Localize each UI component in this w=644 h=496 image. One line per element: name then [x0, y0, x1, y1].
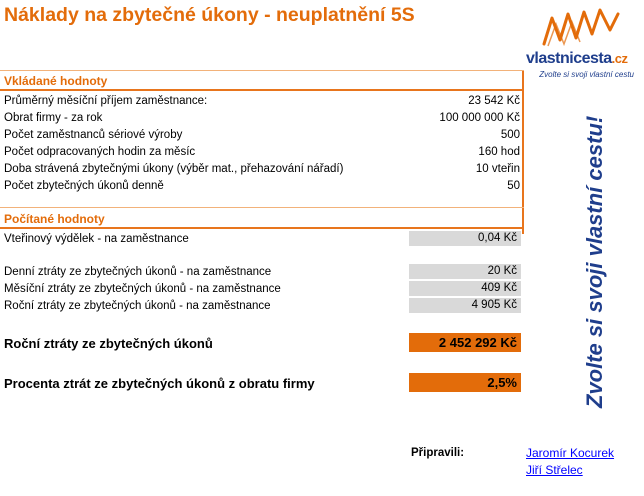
computed-value: 409 Kč [481, 282, 517, 294]
computed-label: Vteřinový výdělek - na zaměstnance [4, 233, 189, 245]
vertical-slogan: Zvolte si svoji vlastní cestu! [582, 115, 607, 408]
vlastnicesta-logo [526, 4, 640, 82]
page-title: Náklady na zbytečné úkony - neuplatnění 5S [4, 4, 415, 26]
computed-value-cell [409, 231, 521, 246]
author-link-strelec[interactable]: Jiří Střelec [526, 463, 583, 477]
percent-turnover-value: 2,5% [487, 375, 517, 390]
computed-label: Roční ztráty ze zbytečných úkonů - na zaměstnance [4, 300, 271, 312]
computed-value-cell [409, 298, 521, 313]
input-label: Obrat firmy - za rok [4, 112, 103, 124]
input-label: Průměrný měsíční příjem zaměstnance: [4, 95, 208, 107]
divider [0, 227, 524, 229]
input-label: Počet zbytečných úkonů denně [4, 180, 164, 192]
input-value[interactable]: 160 hod [478, 146, 520, 158]
computed-value: 0,04 Kč [478, 232, 517, 244]
computed-label: Měsíční ztráty ze zbytečných úkonů - na zaměstnance [4, 283, 281, 295]
input-label: Doba strávená zbytečnými úkony (výběr mat., přehazování nářadí) [4, 163, 344, 175]
logo-brand-text: vlastnicesta [526, 50, 612, 67]
input-label: Počet odpracovaných hodin za měsíc [4, 146, 196, 158]
divider [0, 89, 524, 91]
computed-label: Denní ztráty ze zbytečných úkonů - na zaměstnance [4, 266, 272, 278]
prepared-by-label: Připravili: [411, 447, 465, 459]
inputs-heading: Vkládané hodnoty [4, 74, 108, 88]
computed-heading: Počítané hodnoty [4, 212, 105, 226]
annual-total-cell [409, 333, 521, 352]
input-value[interactable]: 50 [507, 180, 520, 192]
percent-turnover-cell [409, 373, 521, 392]
input-value[interactable]: 23 542 Kč [468, 95, 520, 107]
annual-total-value: 2 452 292 Kč [438, 335, 517, 350]
divider [0, 70, 524, 71]
logo-wordmark [526, 50, 627, 68]
author-link-kocurek[interactable]: Jaromír Kocurek [526, 446, 615, 460]
logo-tld-text: .cz [611, 51, 628, 66]
input-value[interactable]: 500 [500, 129, 520, 141]
table-right-border [522, 70, 524, 234]
computed-value-cell [409, 281, 521, 296]
input-label: Počet zaměstnanců sériové výroby [4, 129, 183, 141]
computed-value: 20 Kč [487, 265, 517, 277]
input-value[interactable]: 10 vteřin [475, 163, 520, 175]
divider [0, 207, 524, 208]
percent-turnover-label: Procenta ztrát ze zbytečných úkonů z obratu firmy [4, 376, 315, 391]
logo-slogan: Zvolte si svoji vlastní cestu [539, 70, 634, 79]
annual-total-label: Roční ztráty ze zbytečných úkonů [4, 336, 213, 351]
computed-value: 4 905 Kč [471, 299, 517, 311]
computed-value-cell [409, 264, 521, 279]
logo-mark-icon [526, 4, 640, 52]
input-value[interactable]: 100 000 000 Kč [439, 112, 520, 124]
